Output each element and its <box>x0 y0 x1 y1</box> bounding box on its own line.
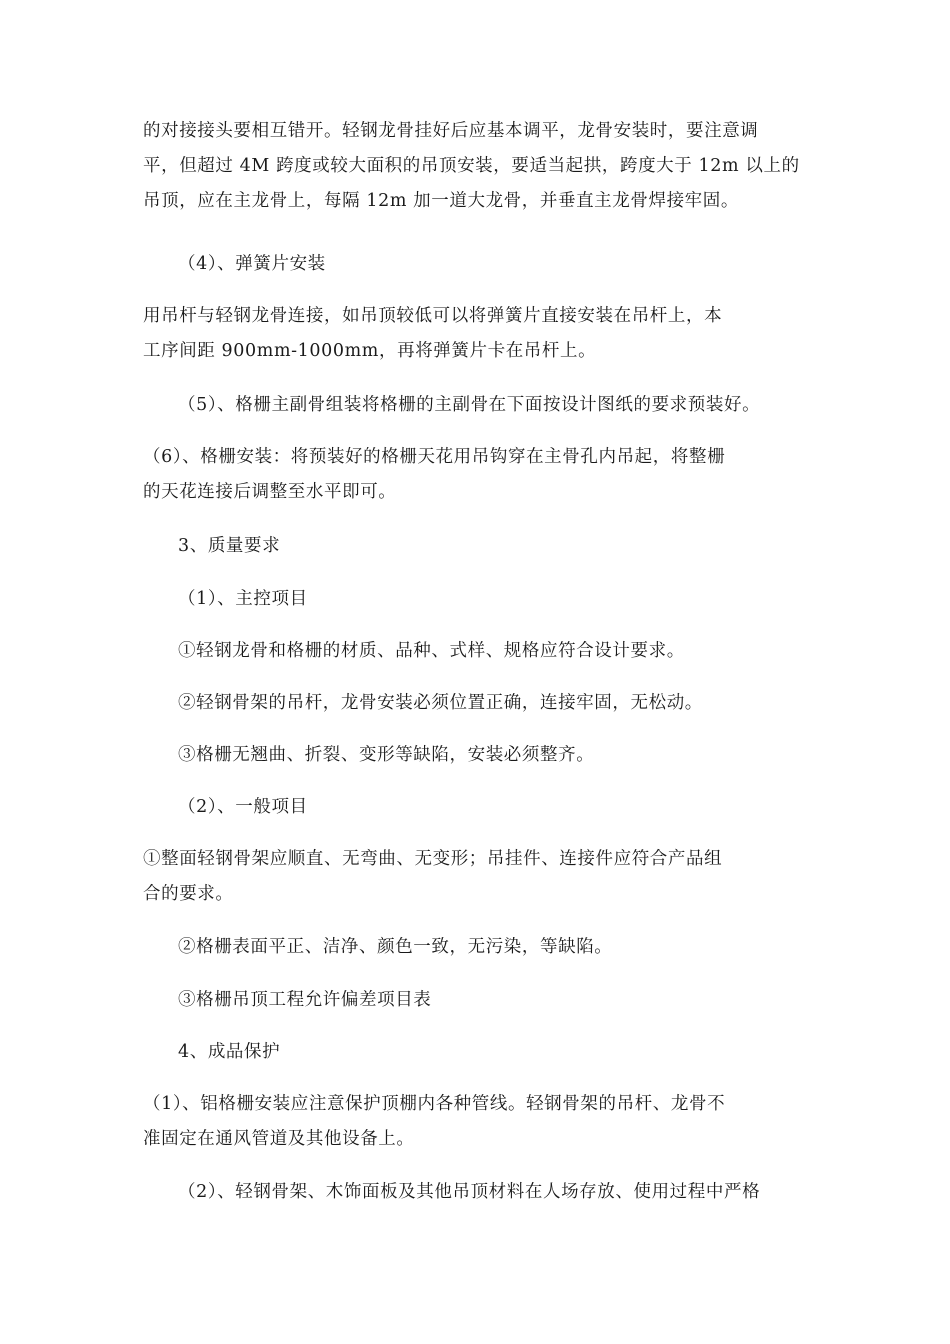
text-line: 准固定在通风管道及其他设备上。 <box>143 1129 415 1149</box>
text-line: 吊顶，应在主龙骨上，每隔 12m 加一道大龙骨，并垂直主龙骨焊接牢固。 <box>143 191 739 211</box>
text-line: 3、质量要求 <box>178 536 281 556</box>
list-item-deviation-table <box>143 983 813 1018</box>
text-line: 平，但超过 4M 跨度或较大面积的吊顶安装，要适当起拱，跨度大于 12m 以上的 <box>143 156 800 176</box>
heading-finished-product-protection <box>143 1035 813 1070</box>
text-line: （2）、轻钢骨架、木饰面板及其他吊顶材料在人场存放、使用过程中严格 <box>178 1182 761 1202</box>
heading-spring-clip-install <box>143 247 813 282</box>
heading-quality-requirements <box>143 529 813 564</box>
text-line: 4、成品保护 <box>178 1042 281 1062</box>
list-item-frame-straightness <box>143 842 813 912</box>
text-line: （6）、格栅安装：将预装好的格栅天花用吊钩穿在主骨孔内吊起，将整栅 <box>143 447 726 467</box>
list-item-grille-surface <box>143 930 813 965</box>
paragraph-material-storage <box>143 1175 813 1210</box>
text-line: ③格栅无翘曲、折裂、变形等缺陷，安装必须整齐。 <box>178 745 595 765</box>
list-item-material-spec <box>143 634 813 669</box>
text-line: （5）、格栅主副骨组装将格栅的主副骨在下面按设计图纸的要求预装好。 <box>178 395 761 415</box>
text-line: ②轻钢骨架的吊杆，龙骨安装必须位置正确，连接牢固，无松动。 <box>178 693 703 713</box>
heading-general-items <box>143 790 813 825</box>
text-line: ①整面轻钢骨架应顺直、无弯曲、无变形；吊挂件、连接件应符合产品组 <box>143 849 723 869</box>
paragraph-spring-clip <box>143 299 813 369</box>
text-line: 的天花连接后调整至水平即可。 <box>143 482 397 502</box>
paragraph-grille-assembly <box>143 388 813 423</box>
text-line: ①轻钢龙骨和格栅的材质、品种、式样、规格应符合设计要求。 <box>178 641 685 661</box>
text-line: 合的要求。 <box>143 884 234 904</box>
list-item-hanger-position <box>143 686 813 721</box>
text-line: ③格栅吊顶工程允许偏差项目表 <box>178 990 432 1010</box>
list-item-grille-defects <box>143 738 813 773</box>
text-line: （4）、弹簧片安装 <box>178 254 326 274</box>
text-line: 工序间距 900mm-1000mm，再将弹簧片卡在吊杆上。 <box>143 341 597 361</box>
text-line: 用吊杆与轻钢龙骨连接，如吊顶较低可以将弹簧片直接安装在吊杆上，本 <box>143 306 723 326</box>
paragraph-joint-offset <box>143 114 813 219</box>
paragraph-protect-pipelines <box>143 1087 813 1157</box>
text-line: 的对接接头要相互错开。轻钢龙骨挂好后应基本调平，龙骨安装时，要注意调 <box>143 121 759 141</box>
text-line: （1）、铝格栅安装应注意保护顶棚内各种管线。轻钢骨架的吊杆、龙骨不 <box>143 1094 726 1114</box>
text-line: ②格栅表面平正、洁净、颜色一致，无污染，等缺陷。 <box>178 937 613 957</box>
heading-main-control-items <box>143 582 813 617</box>
text-line: （2）、一般项目 <box>178 797 308 817</box>
paragraph-grille-install <box>143 440 813 510</box>
text-line: （1）、主控项目 <box>178 589 308 609</box>
